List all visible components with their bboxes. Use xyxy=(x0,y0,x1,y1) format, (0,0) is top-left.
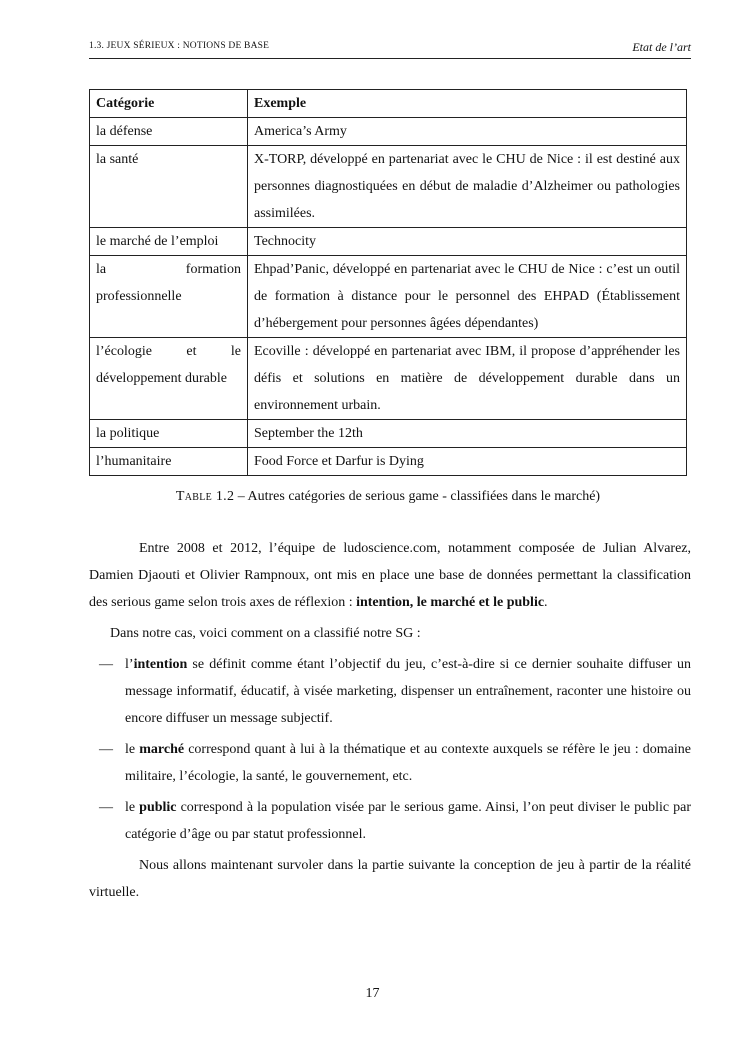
table-cell-category: la politique xyxy=(90,420,248,448)
table-cell-category: la santé xyxy=(90,146,248,228)
table-row xyxy=(90,420,687,448)
table-header-category: Catégorie xyxy=(90,90,248,118)
list-item-text: se définit comme étant l’objectif du jeu, c’est-à-dire si ce dernier souhaite diffuser un message informatif, éducatif, à visée marketing, dispenser un entraînement, raconter une histoire ou encore diffuser un message subjectif. xyxy=(125,657,691,726)
table-cell-example: September the 12th xyxy=(248,420,687,448)
table-cell-category: le marché de l’emploi xyxy=(90,228,248,256)
table-cell-example: Technocity xyxy=(248,228,687,256)
list-item-text: correspond quant à lui à la thématique et au contexte auxquels se réfère le jeu : domaine militaire, l’écologie, la santé, le gouvernement, etc. xyxy=(125,742,691,784)
table-cell-example: X-TORP, développé en partenariat avec le CHU de Nice : il est destiné aux personnes diagnostiquées en début de maladie d’Alzheimer ou pathologies assimilées. xyxy=(248,146,687,228)
table-row xyxy=(90,256,687,338)
list-item-text: correspond à la population visée par le serious game. Ainsi, l’on peut diviser le public par catégorie d’âge ou par statut professionnel. xyxy=(125,800,691,842)
table-cell-category: la formation professionnelle xyxy=(90,256,248,338)
paragraph-conclusion: Nous allons maintenant survoler dans la partie suivante la conception de jeu à partir de la réalité virtuelle. xyxy=(89,858,691,900)
list-item xyxy=(89,651,691,732)
list-item-term: public xyxy=(139,800,177,815)
table-cell-example: Food Force et Darfur is Dying xyxy=(248,448,687,476)
caption-text: – Autres catégories de serious game - classifiées dans le marché) xyxy=(234,489,601,504)
table-header-row xyxy=(90,90,687,118)
list-item-prefix: le xyxy=(125,800,140,815)
table-row xyxy=(90,228,687,256)
list-dash: — xyxy=(99,800,113,815)
list-dash: — xyxy=(99,657,113,672)
body-text xyxy=(89,535,691,906)
paragraph-classification xyxy=(89,535,691,616)
table-cell-category: l’écologie et le développement durable xyxy=(90,338,248,420)
running-header xyxy=(89,41,691,59)
axes-list xyxy=(89,651,691,848)
table-caption xyxy=(89,489,687,505)
header-chapter: Etat de l’art xyxy=(632,40,691,54)
list-item-term: marché xyxy=(139,742,185,757)
table-row xyxy=(90,118,687,146)
table-row xyxy=(90,338,687,420)
table-cell-example: America’s Army xyxy=(248,118,687,146)
list-item xyxy=(89,736,691,790)
paragraph-bold: intention, le marché et le public xyxy=(356,595,545,610)
list-item-prefix: le xyxy=(125,742,140,757)
list-item-prefix: l’ xyxy=(125,657,134,672)
table-cell-category: l’humanitaire xyxy=(90,448,248,476)
paragraph-end: . xyxy=(544,595,548,610)
list-item xyxy=(89,794,691,848)
paragraph-text: Entre 2008 et 2012, l’équipe de ludoscience.com, notamment composée de Julian Alvarez, Damien Djaouti et Olivier Rampnoux, ont mis en place une base de données permettant la classification des serious game selon trois axes de réflexion : xyxy=(89,541,691,610)
table-header-example: Exemple xyxy=(248,90,687,118)
paragraph-intro: Dans notre cas, voici comment on a classifié notre SG : xyxy=(110,626,421,641)
caption-label: Table 1.2 xyxy=(175,489,235,504)
table-cell-example: Ehpad’Panic, développé en partenariat avec le CHU de Nice : c’est un outil de formation à distance pour le personnel des EHPAD (Établissement d’hébergement pour personnes âgées dépendantes) xyxy=(248,256,687,338)
table-cell-example: Ecoville : développé en partenariat avec IBM, il propose d’appréhender les défis et solutions en matière de développement durable dans un environnement urbain. xyxy=(248,338,687,420)
table-cell-category: la défense xyxy=(90,118,248,146)
page-number: 17 xyxy=(365,986,380,1001)
header-section: 1.3. JEUX SÉRIEUX : NOTIONS DE BASE xyxy=(89,41,270,51)
list-item-term: intention xyxy=(133,657,188,672)
list-dash: — xyxy=(99,742,113,757)
table-row xyxy=(90,146,687,228)
categories-table xyxy=(89,89,687,476)
table-row xyxy=(90,448,687,476)
